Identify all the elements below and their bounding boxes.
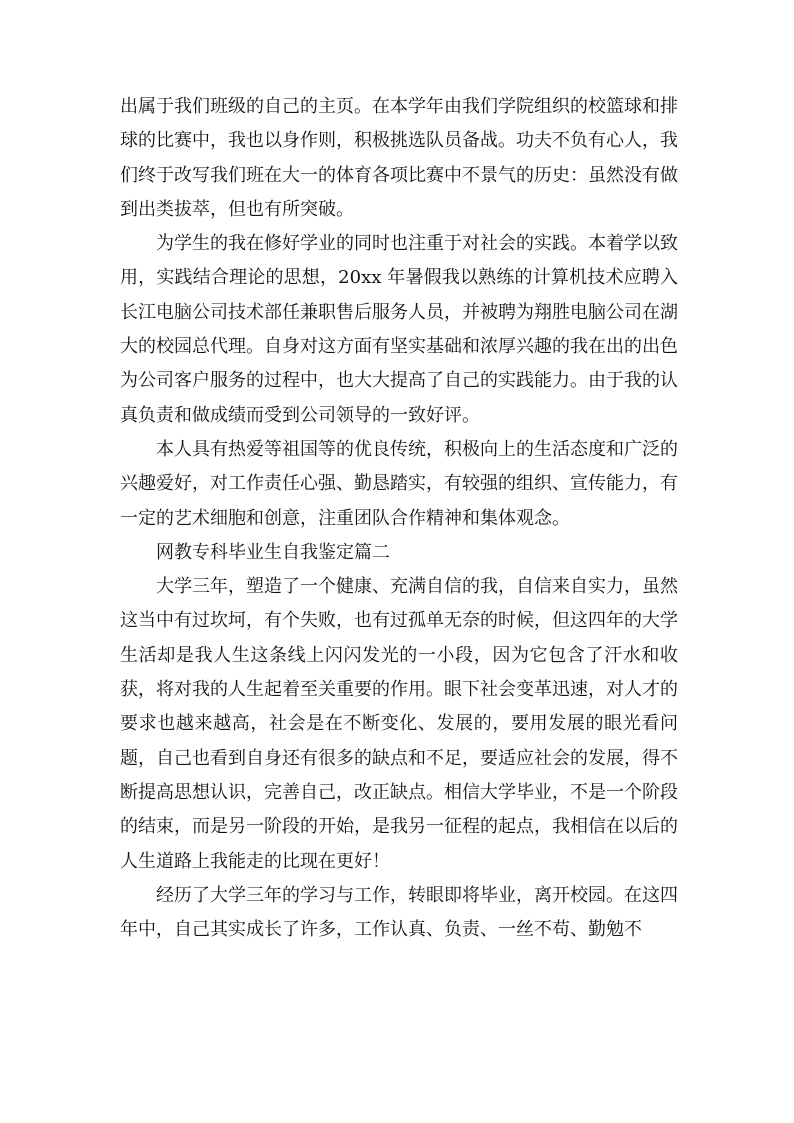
paragraph-continued: 出属于我们班级的自己的主页。在本学年由我们学院组织的校篮球和排球的比赛中，我也以身作则，积极挑选队员备战。功夫不负有心人，我们终于改写我们班在大一的体育各项比赛中不景气的历史：虽然没有做到出类拔萃，但也有所突破。 [120, 96, 678, 220]
paragraph-university-years: 大学三年，塑造了一个健康、充满自信的我，自信来自实力，虽然这当中有过坎坷，有个失败，也有过孤单无奈的时候，但这四年的大学生活却是我人生这条线上闪闪发光的一小段，因为它包含了汗水和收获，将对我的人生起着至关重要的作用。眼下社会变革迅速，对人才的要求也越来越高，社会是在不断变化、发展的，要用发展的眼光看问题，自己也看到自身还有很多的缺点和不足，要适应社会的发展，得不断提高思想认识，完善自己，改正缺点。相信大学毕业，不是一个阶段的结束，而是另一阶段的开始，是我另一征程的起点，我相信在以后的人生道路上我能走的比现在更好！ [120, 576, 678, 872]
paragraph-social-practice: 为学生的我在修好学业的同时也注重于对社会的实践。本着学以致用，实践结合理论的思想，20xx 年暑假我以熟练的计算机技术应聘入长江电脑公司技术部任兼职售后服务人员，并被聘为翔胜电脑公司在湖大的校园总代理。自身对这方面有坚实基础和浓厚兴趣的我在出的出色为公司客户服务的过程中，也大大提高了自己的实践能力。由于我的认真负责和做成绩而受到公司领导的一致好评。 [120, 233, 678, 426]
section-title: 网教专科毕业生自我鉴定篇二 [156, 541, 390, 563]
paragraph-personal-qualities: 本人具有热爱等祖国等的优良传统，积极向上的生活态度和广泛的兴趣爱好，对工作责任心强、勤恳踏实，有较强的组织、宣传能力，有一定的艺术细胞和创意，注重团队合作精神和集体观念。 [120, 438, 678, 529]
document-body [120, 90, 678, 947]
paragraph-graduation: 经历了大学三年的学习与工作，转眼即将毕业，离开校园。在这四年中，自己其实成长了许多，工作认真、负责、一丝不苟、勤勉不 [120, 884, 678, 941]
